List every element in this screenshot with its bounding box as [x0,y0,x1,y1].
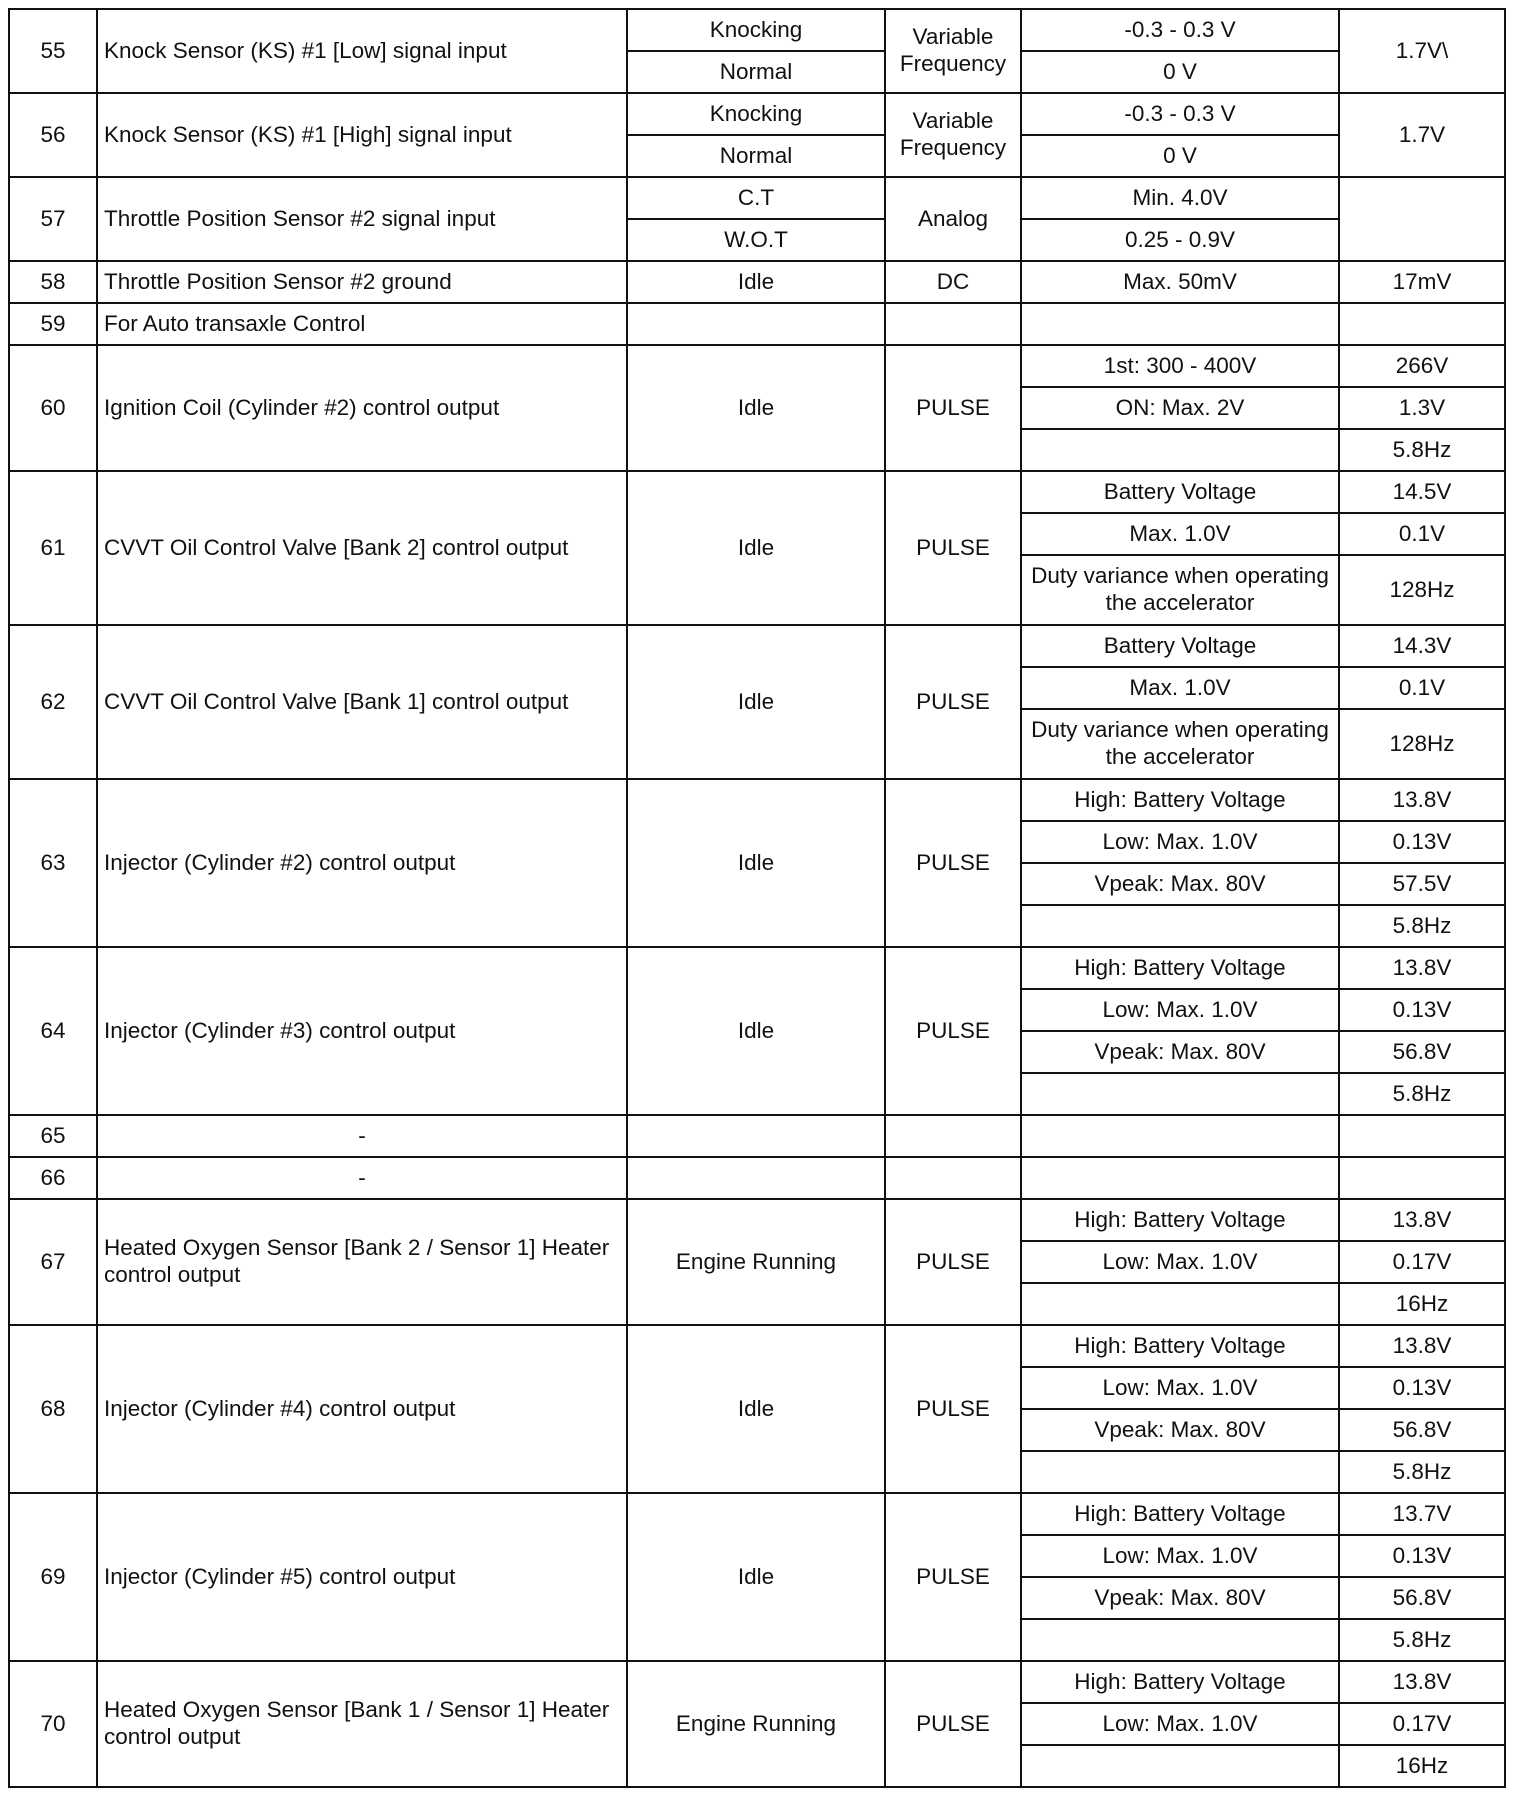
condition-cell: Engine Running [627,1661,885,1787]
measured-value-cell [1339,1115,1505,1157]
measured-value-cell: 0.13V [1339,1535,1505,1577]
pin-description: Throttle Position Sensor #2 ground [97,261,627,303]
table-row [9,1493,1505,1535]
pin-number: 68 [9,1325,97,1493]
measured-value-cell: 1.3V [1339,387,1505,429]
measured-value-cell: 56.8V [1339,1577,1505,1619]
spec-level-cell: 1st: 300 - 400V [1021,345,1339,387]
spec-level-cell: Battery Voltage [1021,471,1339,513]
pin-number: 65 [9,1115,97,1157]
spec-level-cell: High: Battery Voltage [1021,947,1339,989]
pin-description: Knock Sensor (KS) #1 [High] signal input [97,93,627,177]
measured-value-cell [1339,177,1505,261]
signal-type-cell: PULSE [885,1199,1021,1325]
spec-level-cell: 0 V [1021,135,1339,177]
pin-description: Knock Sensor (KS) #1 [Low] signal input [97,9,627,93]
pin-number: 67 [9,1199,97,1325]
measured-value-cell: 56.8V [1339,1409,1505,1451]
pin-number: 55 [9,9,97,93]
pin-number: 64 [9,947,97,1115]
measured-value-cell [1339,1157,1505,1199]
signal-type-cell: Analog [885,177,1021,261]
spec-level-cell: Duty variance when operating the accelerator [1021,709,1339,779]
measured-value-cell: 128Hz [1339,555,1505,625]
table-row [9,1115,1505,1157]
signal-type-cell [885,303,1021,345]
table-row [9,93,1505,135]
signal-type-cell: PULSE [885,345,1021,471]
spec-level-cell [1021,303,1339,345]
table-row [9,625,1505,667]
table-row [9,779,1505,821]
measured-value-cell: 0.1V [1339,667,1505,709]
pin-description: Injector (Cylinder #2) control output [97,779,627,947]
table-row [9,9,1505,51]
table-row [9,1157,1505,1199]
measured-value-cell: 13.8V [1339,1661,1505,1703]
pin-description: CVVT Oil Control Valve [Bank 1] control output [97,625,627,779]
spec-level-cell: Low: Max. 1.0V [1021,989,1339,1031]
spec-level-cell: Max. 50mV [1021,261,1339,303]
table-row [9,345,1505,387]
measured-value-cell: 57.5V [1339,863,1505,905]
measured-value-cell: 13.8V [1339,947,1505,989]
signal-type-cell: PULSE [885,1661,1021,1787]
pin-number: 61 [9,471,97,625]
pin-description: Injector (Cylinder #4) control output [97,1325,627,1493]
condition-cell: Normal [627,51,885,93]
spec-level-cell: Low: Max. 1.0V [1021,1703,1339,1745]
pin-number: 62 [9,625,97,779]
spec-level-cell [1021,905,1339,947]
signal-type-cell: Variable Frequency [885,9,1021,93]
condition-cell: Idle [627,625,885,779]
measured-value-cell: 1.7V\ [1339,9,1505,93]
spec-level-cell: Low: Max. 1.0V [1021,1241,1339,1283]
spec-level-cell: Vpeak: Max. 80V [1021,1577,1339,1619]
condition-cell: Idle [627,471,885,625]
measured-value-cell: 128Hz [1339,709,1505,779]
spec-level-cell: Vpeak: Max. 80V [1021,863,1339,905]
condition-cell: Idle [627,1325,885,1493]
pin-number: 60 [9,345,97,471]
measured-value-cell: 5.8Hz [1339,905,1505,947]
pin-description: Throttle Position Sensor #2 signal input [97,177,627,261]
pin-number: 69 [9,1493,97,1661]
condition-cell [627,1157,885,1199]
condition-cell: C.T [627,177,885,219]
spec-level-cell: Low: Max. 1.0V [1021,1535,1339,1577]
table-row [9,471,1505,513]
condition-cell: Knocking [627,93,885,135]
table-row [9,1661,1505,1703]
measured-value-cell: 5.8Hz [1339,1073,1505,1115]
signal-type-cell: PULSE [885,1493,1021,1661]
measured-value-cell: 13.8V [1339,1325,1505,1367]
measured-value-cell: 0.13V [1339,1367,1505,1409]
pin-description: Injector (Cylinder #3) control output [97,947,627,1115]
condition-cell: Idle [627,345,885,471]
measured-value-cell: 1.7V [1339,93,1505,177]
pin-number: 56 [9,93,97,177]
signal-type-cell: PULSE [885,947,1021,1115]
spec-level-cell: High: Battery Voltage [1021,779,1339,821]
measured-value-cell: 0.17V [1339,1703,1505,1745]
spec-level-cell: Duty variance when operating the accelerator [1021,555,1339,625]
pin-number: 59 [9,303,97,345]
signal-type-cell: PULSE [885,779,1021,947]
spec-level-cell: Battery Voltage [1021,625,1339,667]
spec-level-cell [1021,1073,1339,1115]
spec-level-cell: 0.25 - 0.9V [1021,219,1339,261]
measured-value-cell: 5.8Hz [1339,1619,1505,1661]
measured-value-cell: 0.1V [1339,513,1505,555]
pin-description: CVVT Oil Control Valve [Bank 2] control output [97,471,627,625]
measured-value-cell: 17mV [1339,261,1505,303]
measured-value-cell: 14.3V [1339,625,1505,667]
signal-type-cell: Variable Frequency [885,93,1021,177]
measured-value-cell: 13.8V [1339,1199,1505,1241]
spec-level-cell: Low: Max. 1.0V [1021,1367,1339,1409]
table-row [9,1325,1505,1367]
spec-level-cell: High: Battery Voltage [1021,1493,1339,1535]
signal-type-cell [885,1115,1021,1157]
spec-level-cell: High: Battery Voltage [1021,1661,1339,1703]
spec-level-cell [1021,1157,1339,1199]
pin-description: Injector (Cylinder #5) control output [97,1493,627,1661]
measured-value-cell: 14.5V [1339,471,1505,513]
spec-level-cell: Min. 4.0V [1021,177,1339,219]
pin-number: 70 [9,1661,97,1787]
pin-description: Ignition Coil (Cylinder #2) control output [97,345,627,471]
measured-value-cell: 5.8Hz [1339,429,1505,471]
pin-number: 58 [9,261,97,303]
spec-level-cell: High: Battery Voltage [1021,1325,1339,1367]
condition-cell: Knocking [627,9,885,51]
table-row [9,177,1505,219]
spec-level-cell [1021,1115,1339,1157]
pin-description: - [97,1115,627,1157]
table-row [9,947,1505,989]
measured-value-cell: 16Hz [1339,1283,1505,1325]
spec-level-cell: ON: Max. 2V [1021,387,1339,429]
spec-level-cell [1021,429,1339,471]
measured-value-cell: 0.13V [1339,821,1505,863]
signal-type-cell: PULSE [885,625,1021,779]
condition-cell [627,303,885,345]
pin-description: For Auto transaxle Control [97,303,627,345]
measured-value-cell: 0.13V [1339,989,1505,1031]
spec-level-cell [1021,1451,1339,1493]
spec-level-cell: Vpeak: Max. 80V [1021,1409,1339,1451]
spec-level-cell [1021,1745,1339,1787]
condition-cell: Engine Running [627,1199,885,1325]
table-row [9,303,1505,345]
spec-level-cell [1021,1283,1339,1325]
table-row [9,261,1505,303]
measured-value-cell [1339,303,1505,345]
measured-value-cell: 5.8Hz [1339,1451,1505,1493]
measured-value-cell: 0.17V [1339,1241,1505,1283]
pin-number: 63 [9,779,97,947]
measured-value-cell: 56.8V [1339,1031,1505,1073]
signal-type-cell: DC [885,261,1021,303]
measured-value-cell: 266V [1339,345,1505,387]
spec-level-cell: Max. 1.0V [1021,667,1339,709]
condition-cell [627,1115,885,1157]
condition-cell: W.O.T [627,219,885,261]
pin-number: 57 [9,177,97,261]
spec-level-cell: Low: Max. 1.0V [1021,821,1339,863]
condition-cell: Idle [627,1493,885,1661]
spec-level-cell: 0 V [1021,51,1339,93]
spec-level-cell: -0.3 - 0.3 V [1021,9,1339,51]
spec-level-cell: High: Battery Voltage [1021,1199,1339,1241]
signal-type-cell: PULSE [885,471,1021,625]
spec-level-cell: Vpeak: Max. 80V [1021,1031,1339,1073]
pin-description: Heated Oxygen Sensor [Bank 1 / Sensor 1] Heater control output [97,1661,627,1787]
spec-level-cell: -0.3 - 0.3 V [1021,93,1339,135]
signal-type-cell [885,1157,1021,1199]
pin-description: - [97,1157,627,1199]
condition-cell: Idle [627,779,885,947]
measured-value-cell: 13.7V [1339,1493,1505,1535]
condition-cell: Idle [627,261,885,303]
spec-level-cell: Max. 1.0V [1021,513,1339,555]
measured-value-cell: 13.8V [1339,779,1505,821]
measured-value-cell: 16Hz [1339,1745,1505,1787]
pin-description: Heated Oxygen Sensor [Bank 2 / Sensor 1] Heater control output [97,1199,627,1325]
condition-cell: Idle [627,947,885,1115]
ecm-pin-spec-table [8,8,1506,1788]
signal-type-cell: PULSE [885,1325,1021,1493]
pin-number: 66 [9,1157,97,1199]
spec-level-cell [1021,1619,1339,1661]
condition-cell: Normal [627,135,885,177]
table-row [9,1199,1505,1241]
